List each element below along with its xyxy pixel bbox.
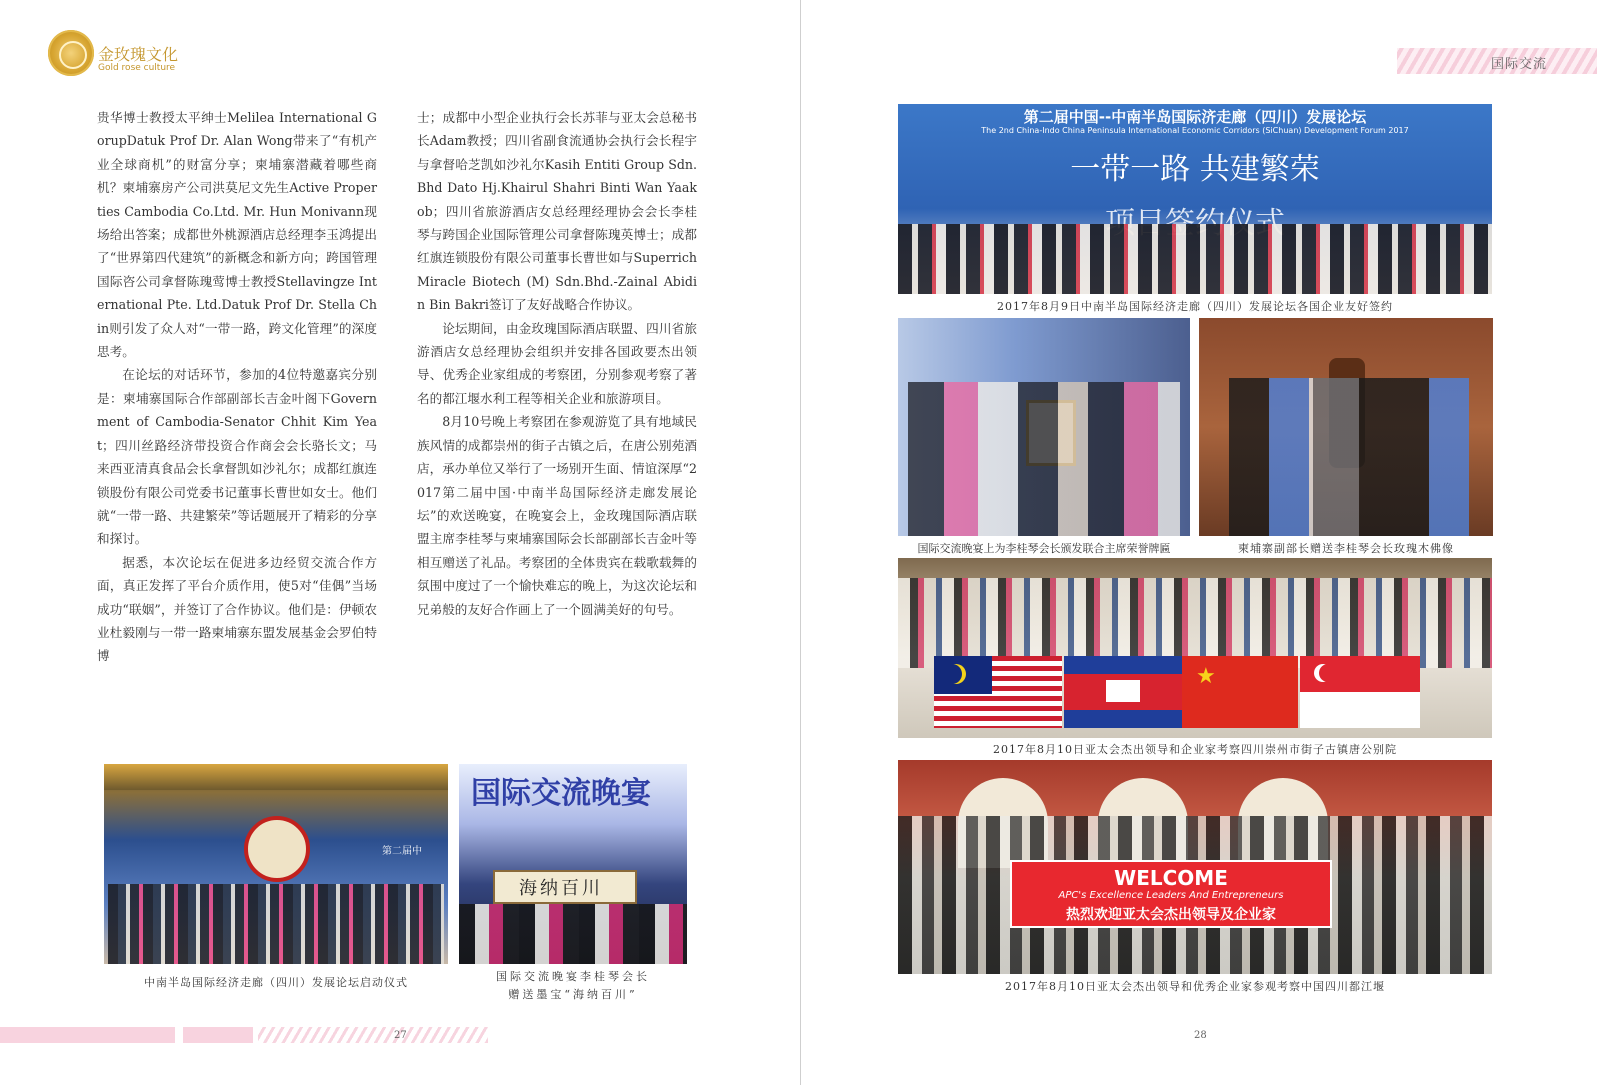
photo-group-flags xyxy=(898,558,1492,738)
photo-caption: 2017年8月9日中南半岛国际经济走廊（四川）发展论坛各国企业友好签约 xyxy=(997,300,1393,313)
photo-statue-gift xyxy=(1199,318,1493,536)
welcome-banner-title: WELCOME xyxy=(1114,866,1228,890)
calligraphy-scroll-text: 海纳百川 xyxy=(519,878,603,899)
footer-pink-band xyxy=(183,1027,253,1043)
welcome-banner-en: APC's Excellence Leaders And Entrepreneurs xyxy=(1058,890,1284,901)
malaysia-flag-icon xyxy=(934,656,1062,728)
page-number: 27 xyxy=(394,1030,407,1041)
china-flag-icon: ★ xyxy=(1182,656,1298,728)
photo-caption: 柬埔寨副部长赠送李桂琴会长玫瑰木佛像 xyxy=(1238,542,1454,555)
photo-caption: 2017年8月10日亚太会杰出领导和优秀企业家参观考察中国四川都江堰 xyxy=(1005,980,1385,993)
gold-rose-logo-icon xyxy=(48,30,94,76)
forum-title-en: The 2nd China-Indo China Peninsula International Economic Corridors (SiChuan) Development Forum 2017 xyxy=(981,126,1409,135)
right-page xyxy=(801,0,1600,1085)
footer-pink-band xyxy=(0,1027,175,1043)
photo-welcome-banner xyxy=(898,760,1492,974)
photo-caption: 国际交流晚宴上为李桂琴会长颁发联合主席荣誉牌匾 xyxy=(917,542,1171,555)
brand-name-en: Gold rose culture xyxy=(98,63,176,73)
photo-caption: 中南半岛国际经济走廊（四川）发展论坛启动仪式 xyxy=(144,976,408,989)
cambodia-flag-icon xyxy=(1064,656,1182,728)
brand-name-cn: 金玫瑰文化 xyxy=(98,45,179,64)
page-number: 28 xyxy=(1194,1030,1207,1041)
stage-backdrop-text: 第二届中 xyxy=(382,846,422,857)
photo-caption: 2017年8月10日亚太会杰出领导和企业家考察四川崇州市街子古镇唐公别院 xyxy=(993,743,1397,756)
paragraph: 在论坛的对话环节，参加的4位特邀嘉宾分别是：柬埔寨国际合作部副部长吉金叶阁下Government of Cambodia-Senator Chhit Kim Yeat；四川丝路经济带投资合作商会会长骆长文；马来西亚清真食品会长拿督凯如沙礼尔；成都红旗连锁股份有限公司党委书记董事长曹世如女士。他们就“一带一路、共建繁荣”等话题展开了精彩的分享和探讨。 xyxy=(97,367,377,547)
paragraph: 士；成都中小型企业执行会长苏菲与亚太会总秘书长Adam教授；四川省副食流通协会执行会长程宇与拿督哈芝凯如沙礼尔Kasih Entiti Group Sdn.Bhd Dato Hj.Khairul Shahri Binti Wan Yaakob；四川省旅游酒店女总经理经理协会会长李桂琴与跨国企业国际管理公司拿督陈瑰英博士；成都红旗连锁股份有限公司董事长曹世如与Superrich Miracle Biotech (M) Sdn.Bhd.-Zainal Abidin Bin Bakri签订了友好战略合作协议。 xyxy=(417,110,697,313)
photo-launch-ceremony xyxy=(104,764,448,964)
photo-plaque-award xyxy=(898,318,1190,536)
paragraph: 贵华博士教授太平绅士Melilea International GorupDatuk Prof Dr. Alan Wong带来了“有机产业全球商机”的财富分享；柬埔寨潜藏着哪些商机？柬埔寨房产公司洪莫尼文先生Active Properties Cambodia Co.Ltd. Mr. Hun Monivann现场给出答案；成都世外桃源酒店总经理李玉鸿提出了“世界第四代建筑”的新概念和新方向；跨国管理国际咨公司拿督陈瑰莺博士教授Stellavingze International Pte. Ltd.Datuk Prof Dr. Stella Chin则引发了众人对“一带一路，跨文化管理”的深度思考。 xyxy=(97,110,377,360)
singapore-flag-icon xyxy=(1300,656,1420,728)
article-column-1 xyxy=(97,106,377,668)
welcome-banner-cn: 热烈欢迎亚太会杰出领导及企业家 xyxy=(1066,907,1276,923)
paragraph: 据悉，本次论坛在促进多边经贸交流合作方面，真正发挥了平台介质作用，使5对“佳偶”当场成功“联姻”，并签订了合作协议。他们是：伊顿农业杜毅刚与一带一路柬埔寨东盟发展基金会罗伯特博 xyxy=(97,554,377,664)
welcome-banner xyxy=(1010,860,1332,928)
section-header: 国际交流 xyxy=(1491,57,1548,72)
footer-stripe-band xyxy=(258,1027,488,1043)
photo-caption-line2: 赠送墨宝“海纳百川” xyxy=(508,988,638,1001)
photo-signing-ceremony xyxy=(898,104,1492,294)
photo-dinner-gift xyxy=(459,764,687,964)
forum-title-cn: 第二届中国--中南半岛国际济走廊（四川）发展论坛 xyxy=(1023,108,1367,126)
dinner-banner-text: 国际交流晚宴 xyxy=(471,776,651,811)
article-column-2 xyxy=(417,106,697,621)
paragraph: 论坛期间，由金玫瑰国际酒店联盟、四川省旅游酒店女总经理协会组织并安排各国政要杰出领导、优秀企业家组成的考察团，分别参观考察了著名的都江堰水利工程等相关企业和旅游项目。 xyxy=(417,320,697,406)
forum-slogan: 一带一路 共建繁荣 xyxy=(1070,152,1320,187)
photo-caption-line1: 国际交流晚宴李桂琴会长 xyxy=(496,970,650,983)
paragraph: 8月10号晚上考察团在参观游览了具有地域民族风情的成都崇州的街子古镇之后，在唐公别苑酒店，承办单位又举行了一场别开生面、情谊深厚“2017第二届中国·中南半岛国际经济走廊发展论坛”的欢送晚宴，在晚宴会上，金玫瑰国际酒店联盟主席李桂琴与柬埔寨国际会长部副部长吉金叶等相互赠送了礼品。考察团的全体贵宾在载歌载舞的氛围中度过了一个愉快难忘的晚上，为这次论坛和兄弟般的友好合作画上了一个圆满美好的句号。 xyxy=(417,414,697,617)
